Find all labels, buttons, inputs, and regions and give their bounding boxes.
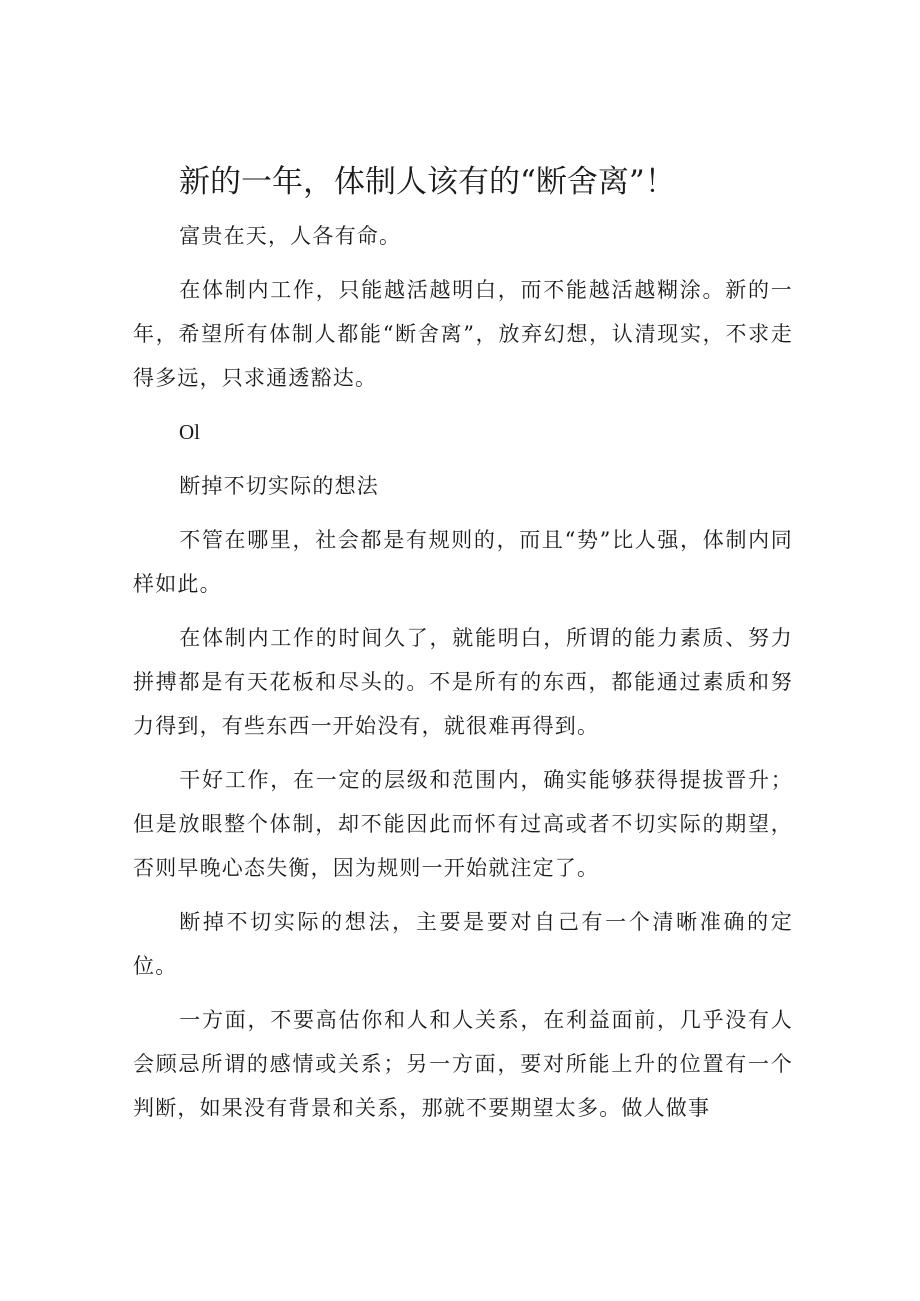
document-body xyxy=(133,156,793,1130)
paragraph-3: 不管在哪里，社会都是有规则的，而且“势”比人强，体制内同样如此。 xyxy=(133,528,793,596)
document-title: 新的一年，体制人该有的“断舍离”！ xyxy=(179,164,676,200)
paragraph-4: 在体制内工作的时间久了，就能明白，所谓的能力素质、努力拼搏都是有天花板和尽头的。不是所有的东西，都能通过素质和努力得到，有些东西一开始没有，就很难再得到。 xyxy=(133,626,793,738)
paragraph-6: 断掉不切实际的想法，主要是要对自己有一个清晰准确的定位。 xyxy=(133,910,793,978)
section-number: Ol xyxy=(179,420,200,444)
paragraph-2: 在体制内工作，只能越活越明白，而不能越活越糊涂。新的一年，希望所有体制人都能“断舍离”，放弃幻想，认清现实，不求走得多远，只求通透豁达。 xyxy=(133,278,793,390)
paragraph-1: 富贵在天，人各有命。 xyxy=(179,224,402,248)
section-heading: 断掉不切实际的想法 xyxy=(179,474,379,498)
paragraph-5: 干好工作，在一定的层级和范围内，确实能够获得提拔晋升；但是放眼整个体制，却不能因此而怀有过高或者不切实际的期望，否则早晚心态失衡，因为规则一开始就注定了。 xyxy=(133,768,793,880)
paragraph-7: 一方面，不要高估你和人和人关系，在利益面前，几乎没有人会顾忌所谓的感情或关系；另一方面，要对所能上升的位置有一个判断，如果没有背景和关系，那就不要期望太多。做人做事 xyxy=(133,1008,793,1120)
